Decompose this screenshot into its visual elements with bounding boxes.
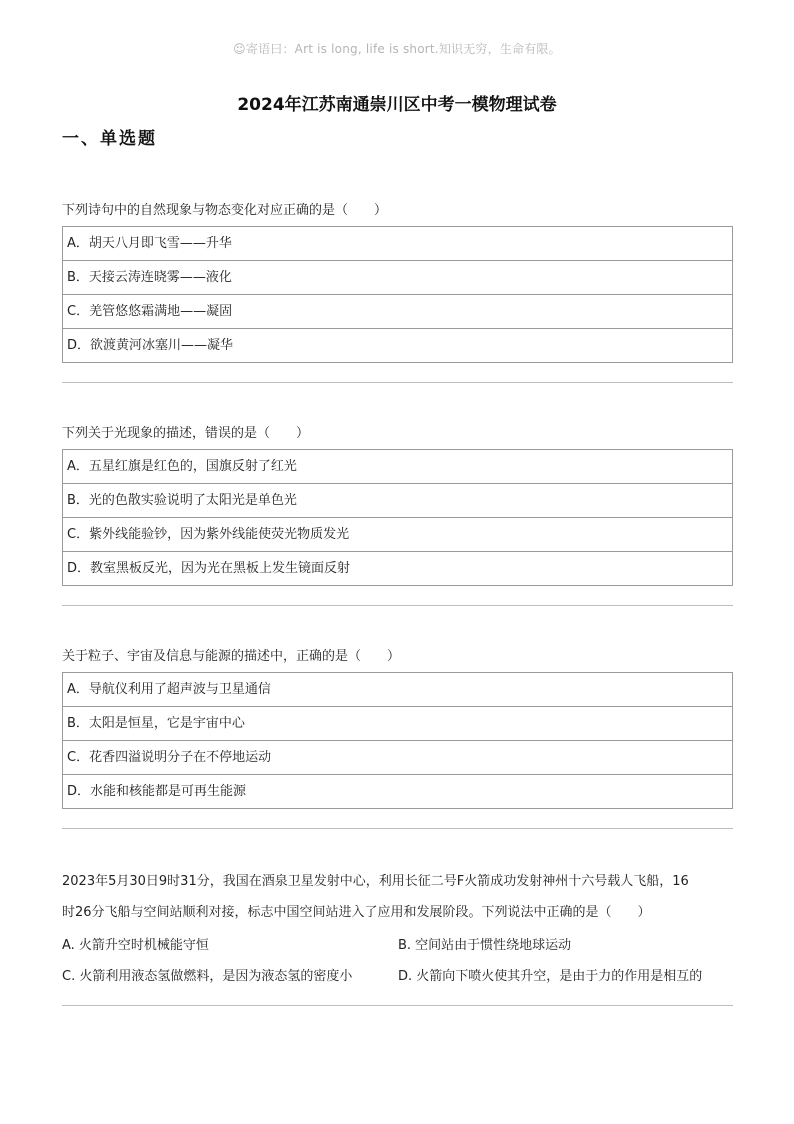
option-a[interactable]: A. 火箭升空时机械能守恒 (62, 938, 209, 953)
question-4 (62, 866, 733, 992)
question-1 (62, 202, 733, 363)
watermark: ☺寄语曰：Art is long, life is short.知识无穷，生命有限。 (233, 42, 561, 56)
option-a[interactable]: A．胡天八月即飞雪——升华 (67, 236, 232, 251)
option-b[interactable]: B. 空间站由于惯性绕地球运动 (398, 938, 572, 953)
option-d[interactable]: D．欲渡黄河冰塞川——凝华 (63, 328, 732, 362)
option-d[interactable]: D．水能和核能都是可再生能源 (63, 774, 732, 808)
divider (62, 828, 733, 829)
option-c[interactable]: C．紫外线能验钞，因为紫外线能使荧光物质发光 (63, 517, 732, 551)
question-stem: 下列诗句中的自然现象与物态变化对应正确的是（ ） (62, 203, 388, 218)
option-c[interactable]: C. 火箭利用液态氢做燃料，是因为液态氢的密度小 (62, 969, 353, 984)
option-d[interactable]: D．教室黑板反光，因为光在黑板上发生镜面反射 (63, 551, 732, 585)
option-c[interactable]: C．花香四溢说明分子在不停地运动 (63, 740, 732, 774)
option-b[interactable]: B．太阳是恒星，它是宇宙中心 (63, 706, 732, 740)
options-table (62, 226, 733, 363)
divider (62, 1005, 733, 1006)
option-b[interactable]: B．光的色散实验说明了太阳光是单色光 (63, 483, 732, 517)
question-3 (62, 648, 733, 809)
options-grid (62, 930, 733, 992)
option-d[interactable]: D. 火箭向下喷火使其升空，是由于力的作用是相互的 (398, 969, 703, 984)
option-a[interactable]: A．五星红旗是红色的，国旗反射了红光 (67, 459, 297, 474)
option-a[interactable]: A．导航仪利用了超声波与卫星通信 (67, 682, 271, 697)
question-stem-line-2: 时26分飞船与空间站顺利对接，标志中国空间站进入了应用和发展阶段。下列说法中正确的是（ ） (62, 905, 651, 920)
option-c[interactable]: C．羌管悠悠霜满地——凝固 (63, 294, 732, 328)
options-table (62, 449, 733, 586)
question-stem: 关于粒子、宇宙及信息与能源的描述中，正确的是（ ） (62, 649, 401, 664)
document-title: 2024年江苏南通崇川区中考一模物理试卷 (237, 95, 557, 115)
question-stem: 下列关于光现象的描述，错误的是（ ） (62, 426, 310, 441)
question-stem-line-1: 2023年5月30日9时31分，我国在酒泉卫星发射中心，利用长征二号F火箭成功发射神州十六号载人飞船，16 (62, 874, 689, 889)
divider (62, 605, 733, 606)
options-table (62, 672, 733, 809)
question-2 (62, 425, 733, 586)
option-b[interactable]: B．天接云涛连晓雾——液化 (63, 260, 732, 294)
divider (62, 382, 733, 383)
section-heading: 一、单选题 (62, 129, 157, 149)
